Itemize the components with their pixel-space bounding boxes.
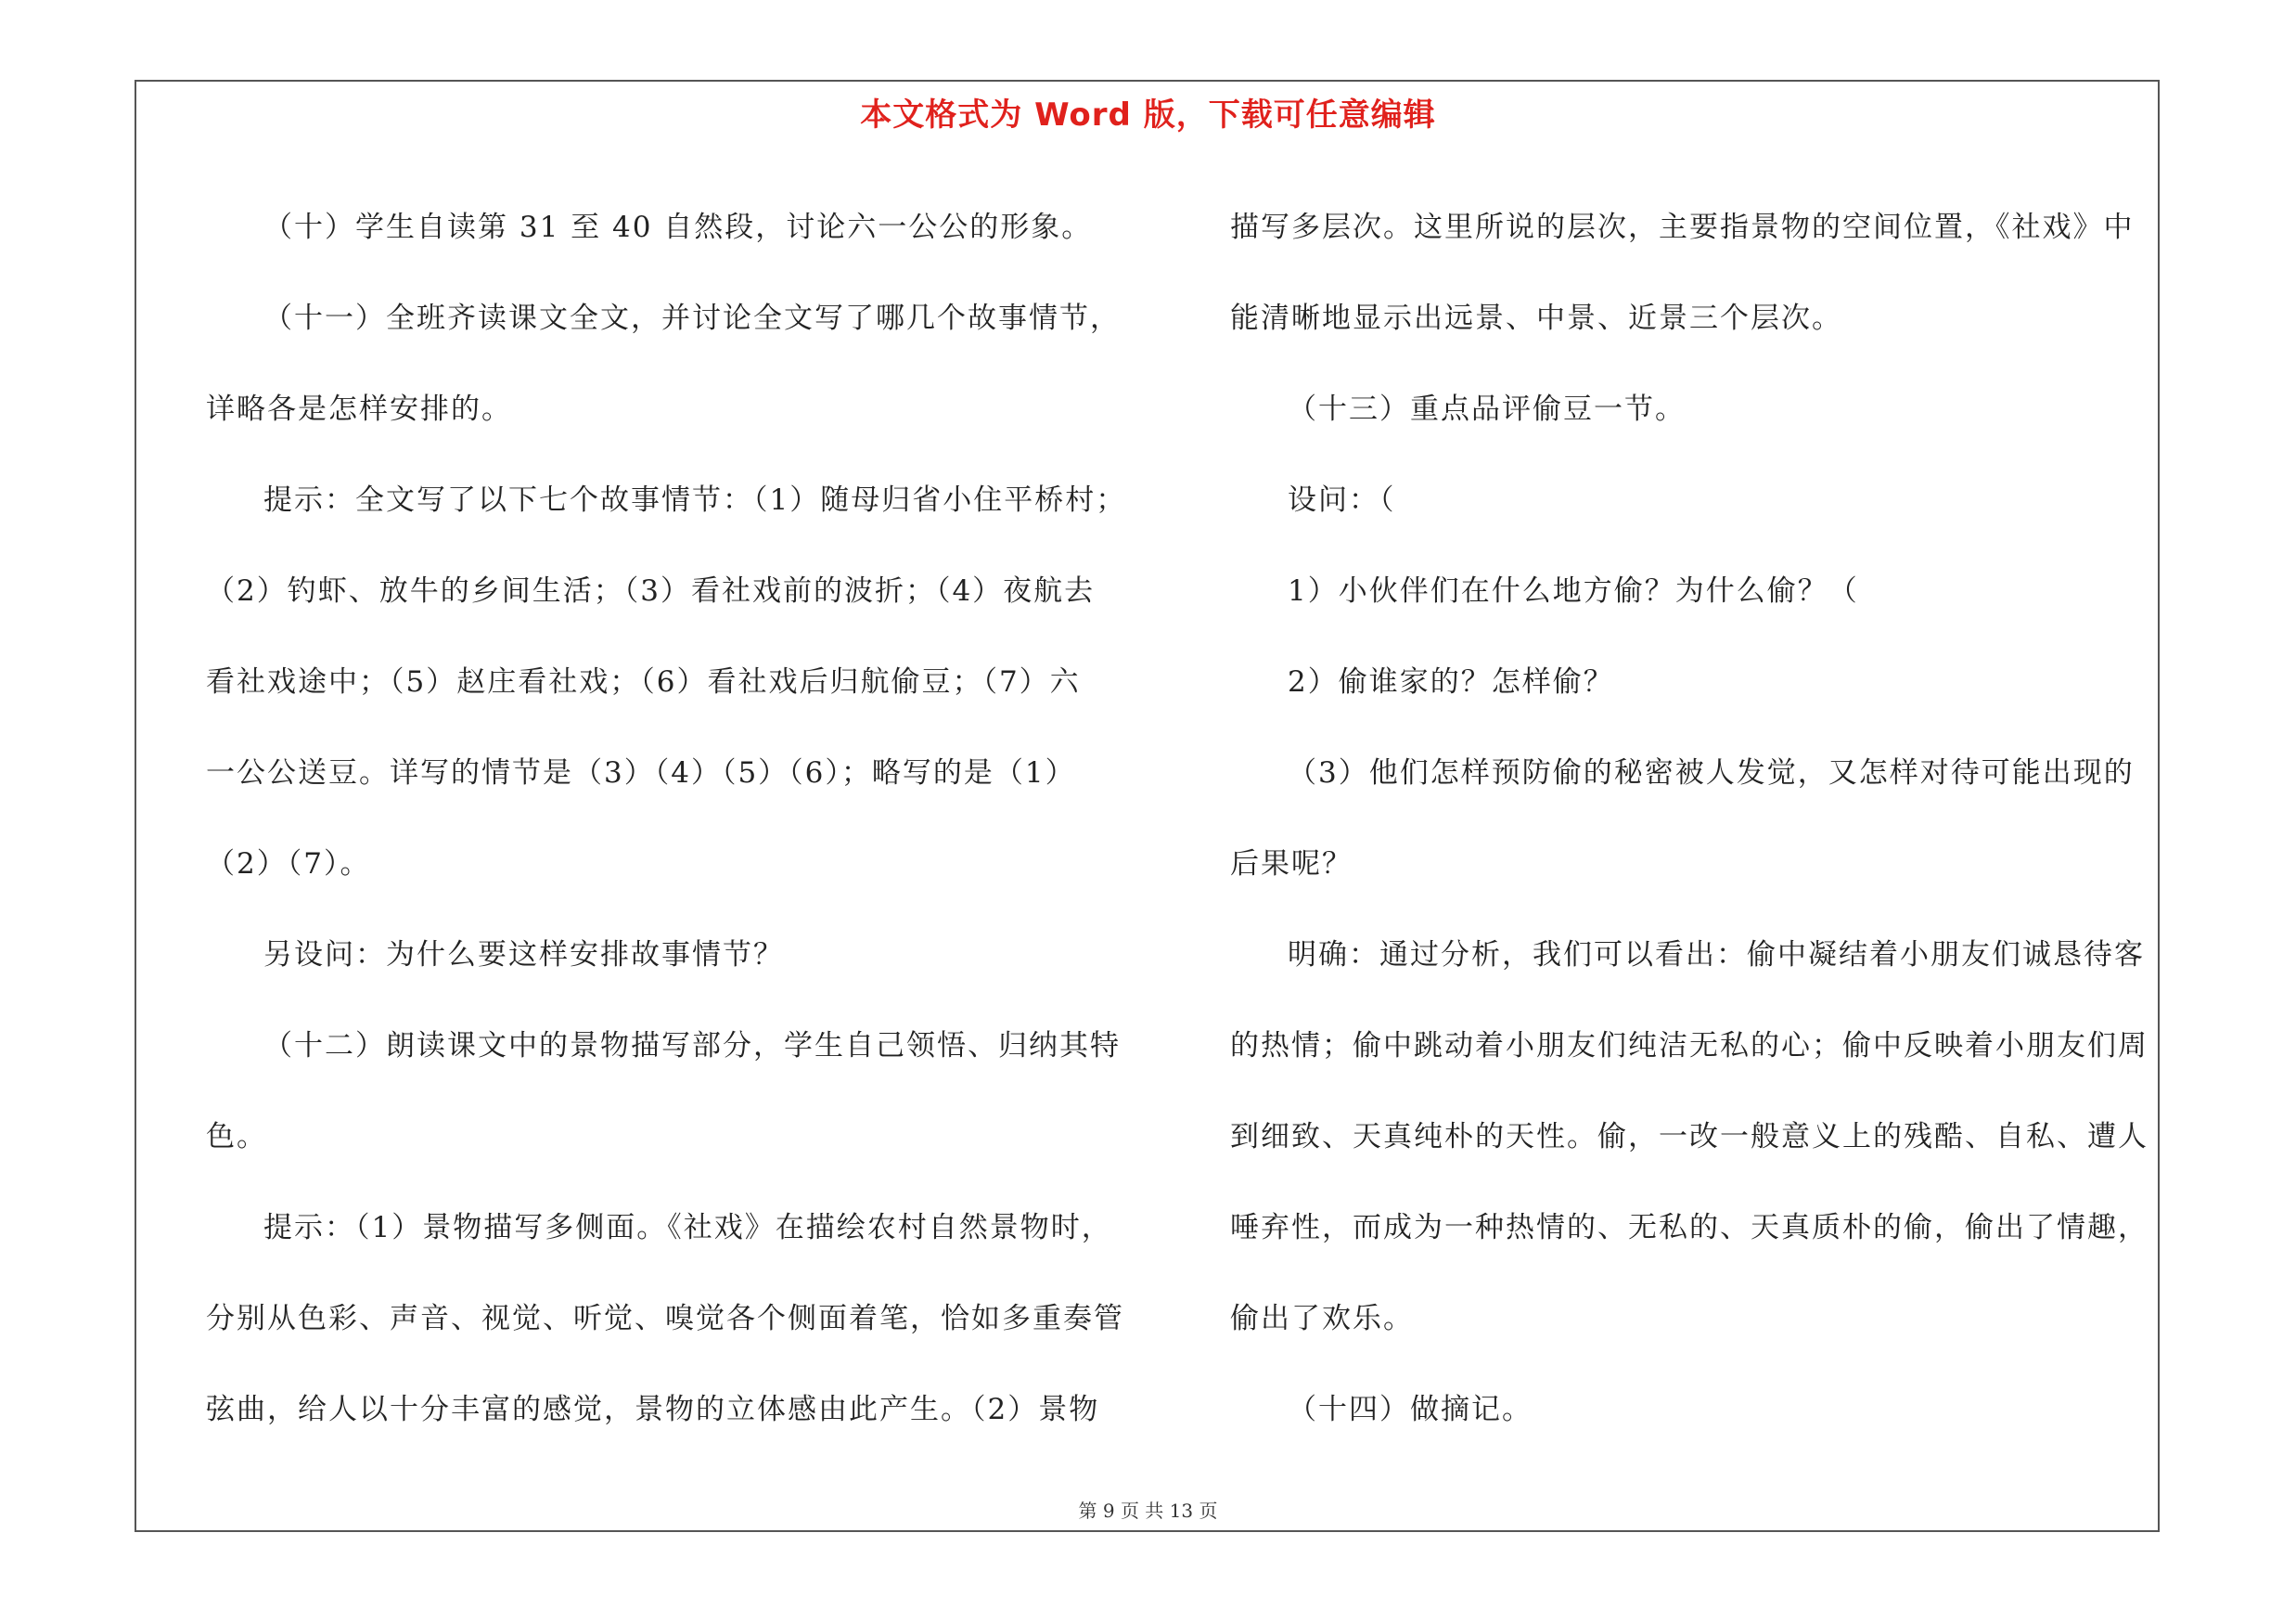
paragraph-line: 后果呢？: [1230, 847, 1353, 881]
paragraph-line: 看社戏途中；（5）赵庄看社戏；（6）看社戏后归航偷豆；（7）六: [206, 665, 1081, 699]
right-text-column: [1230, 182, 2158, 1455]
paragraph-line: 详略各是怎样安排的。: [206, 393, 512, 426]
paragraph-line: 另设问：为什么要这样安排故事情节？: [263, 938, 784, 972]
paragraph-line: （十）学生自读第 31 至 40 自然段，讨论六一公公的形象。: [263, 211, 1093, 244]
paragraph-line: 的热情；偷中跳动着小朋友们纯洁无私的心；偷中反映着小朋友们周: [1230, 1029, 2148, 1063]
paragraph-line: （十一）全班齐读课文全文，并讨论全文写了哪几个故事情节，: [263, 302, 1121, 335]
paragraph-line: 到细致、天真纯朴的天性。偷，一改一般意义上的残酷、自私、遭人: [1230, 1120, 2148, 1153]
paragraph-line: 2）偷谁家的？怎样偷？: [1288, 665, 1614, 699]
paragraph-line: 唾弃性，而成为一种热情的、无私的、天真质朴的偷，偷出了情趣，: [1230, 1211, 2148, 1244]
format-notice-banner: 本文格式为 Word 版，下载可任意编辑: [860, 97, 1436, 134]
paragraph-line: （3）他们怎样预防偷的秘密被人发觉，又怎样对待可能出现的: [1288, 756, 2135, 790]
paragraph-line: （十三）重点品评偷豆一节。: [1288, 393, 1686, 426]
paragraph-line: 设问：（: [1288, 483, 1396, 517]
paragraph-line: （十四）做摘记。: [1288, 1393, 1533, 1426]
left-text-column: [206, 182, 1127, 1455]
paragraph-line: 提示：（1）景物描写多侧面。《社戏》在描绘农村自然景物时，: [263, 1211, 1112, 1244]
paragraph-line: 提示：全文写了以下七个故事情节：（1）随母归省小住平桥村；: [263, 483, 1127, 517]
paragraph-line: （十二）朗读课文中的景物描写部分，学生自己领悟、归纳其特: [263, 1029, 1121, 1063]
paragraph-line: 1）小伙伴们在什么地方偷？为什么偷？（: [1288, 574, 1859, 608]
paragraph-line: 色。: [206, 1120, 267, 1153]
paragraph-line: 偷出了欢乐。: [1230, 1302, 1414, 1335]
paragraph-line: 描写多层次。这里所说的层次，主要指景物的空间位置，《社戏》中: [1230, 211, 2135, 244]
paragraph-line: 能清晰地显示出远景、中景、近景三个层次。: [1230, 302, 1842, 335]
paragraph-line: （2）（7）。: [206, 847, 371, 881]
page-number-footer: 第 9 页 共 13 页: [1078, 1500, 1218, 1522]
paragraph-line: 明确：通过分析，我们可以看出：偷中凝结着小朋友们诚恳待客: [1288, 938, 2145, 972]
paragraph-line: （2）钓虾、放牛的乡间生活；（3）看社戏前的波折；（4）夜航去: [206, 574, 1096, 608]
paragraph-line: 弦曲，给人以十分丰富的感觉，景物的立体感由此产生。（2）景物: [206, 1393, 1100, 1426]
paragraph-line: 一公公送豆。详写的情节是（3）（4）（5）（6）；略写的是（1）: [206, 756, 1076, 790]
paragraph-line: 分别从色彩、声音、视觉、听觉、嗅觉各个侧面着笔，恰如多重奏管: [206, 1302, 1124, 1335]
